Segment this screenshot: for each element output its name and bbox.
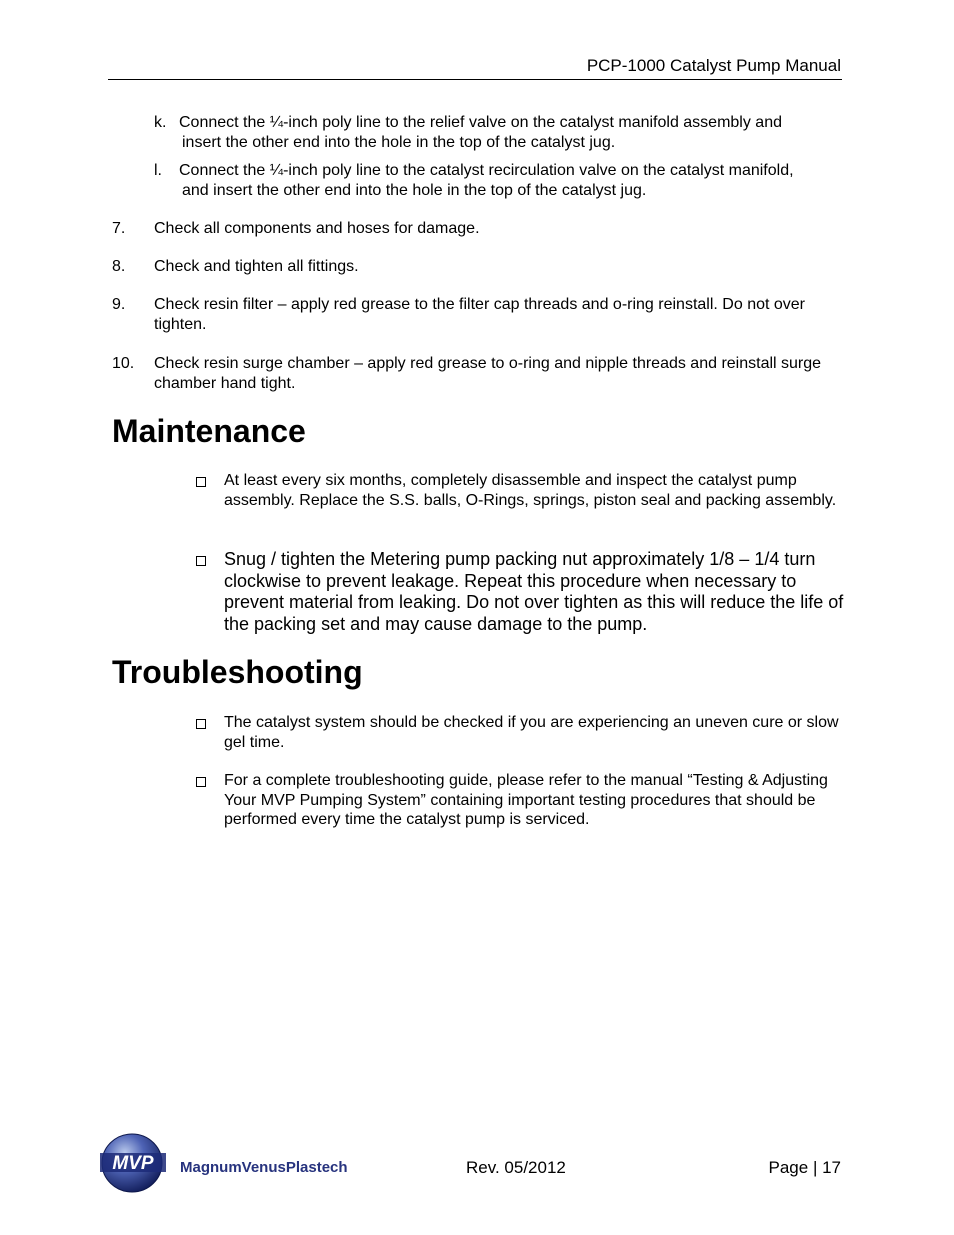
troubleshooting-heading: Troubleshooting [112, 654, 363, 690]
footer-page-number: Page | 17 [768, 1158, 841, 1177]
checkbox-bullet-icon [196, 719, 206, 729]
step-number: 9. [112, 296, 126, 313]
logo-mark: MVP [112, 1153, 154, 1174]
step-number: 7. [112, 220, 126, 237]
substep-letter: l. [154, 162, 162, 179]
step-text: Check and tighten all fittings. [154, 258, 359, 275]
substep-text-cont: insert the other end into the hole in the top of the catalyst jug. [182, 133, 616, 151]
troubleshooting-bullet [196, 713, 844, 752]
maintenance-bullet [196, 549, 844, 635]
step-9 [112, 295, 842, 334]
step-number: 8. [112, 258, 126, 275]
substep-text: Connect the ¼-inch poly line to the relief valve on the catalyst manifold assembly and [179, 114, 782, 131]
step-text: Check all components and hoses for damage. [154, 220, 480, 237]
substep-text: Connect the ¼-inch poly line to the catalyst recirculation valve on the catalyst manifold, [179, 162, 794, 179]
mvp-logo [100, 1131, 385, 1195]
maintenance-heading: Maintenance [112, 413, 306, 449]
header-rule [108, 79, 842, 80]
step-text: Check resin filter – apply red grease to the filter cap threads and o-ring reinstall. Do not over tighten. [154, 296, 805, 333]
footer-revision: Rev. 05/2012 [466, 1158, 566, 1177]
step-8 [112, 257, 842, 277]
troubleshooting-bullet [196, 771, 844, 830]
substep-l [154, 161, 844, 200]
bullet-text: For a complete troubleshooting guide, please refer to the manual “Testing & Adjusting Your MVP Pumping System” containing important testing procedures that should be performed every time the catalyst pump is serviced. [224, 772, 828, 828]
bullet-text: At least every six months, completely disassemble and inspect the catalyst pump assembly. Replace the S.S. balls, O-Rings, springs, piston seal and packing assembly. [224, 472, 837, 509]
bullet-text: Snug / tighten the Metering pump packing nut approximately 1/8 – 1/4 turn clockwise to prevent leakage. Repeat this procedure when necessary to prevent material from leaking. Do not over tighten as this will reduce the life of the packing set and may cause damage to the pump. [224, 549, 844, 634]
substep-text-cont: and insert the other end into the hole in the top of the catalyst jug. [182, 181, 647, 199]
step-10 [112, 354, 842, 393]
checkbox-bullet-icon [196, 477, 206, 487]
step-number: 10. [112, 355, 135, 372]
maintenance-bullet [196, 471, 844, 510]
bullet-text: The catalyst system should be checked if you are experiencing an uneven cure or slow gel time. [224, 714, 839, 751]
substep-letter: k. [154, 114, 167, 131]
step-text: Check resin surge chamber – apply red grease to o-ring and nipple threads and reinstall surge chamber hand tight. [154, 355, 822, 392]
checkbox-bullet-icon [196, 777, 206, 787]
checkbox-bullet-icon [196, 556, 206, 566]
logo-wordmark: MagnumVenusPlastech [180, 1159, 348, 1176]
substep-k [154, 113, 844, 152]
step-7 [112, 219, 842, 239]
running-header: PCP-1000 Catalyst Pump Manual [586, 56, 841, 75]
